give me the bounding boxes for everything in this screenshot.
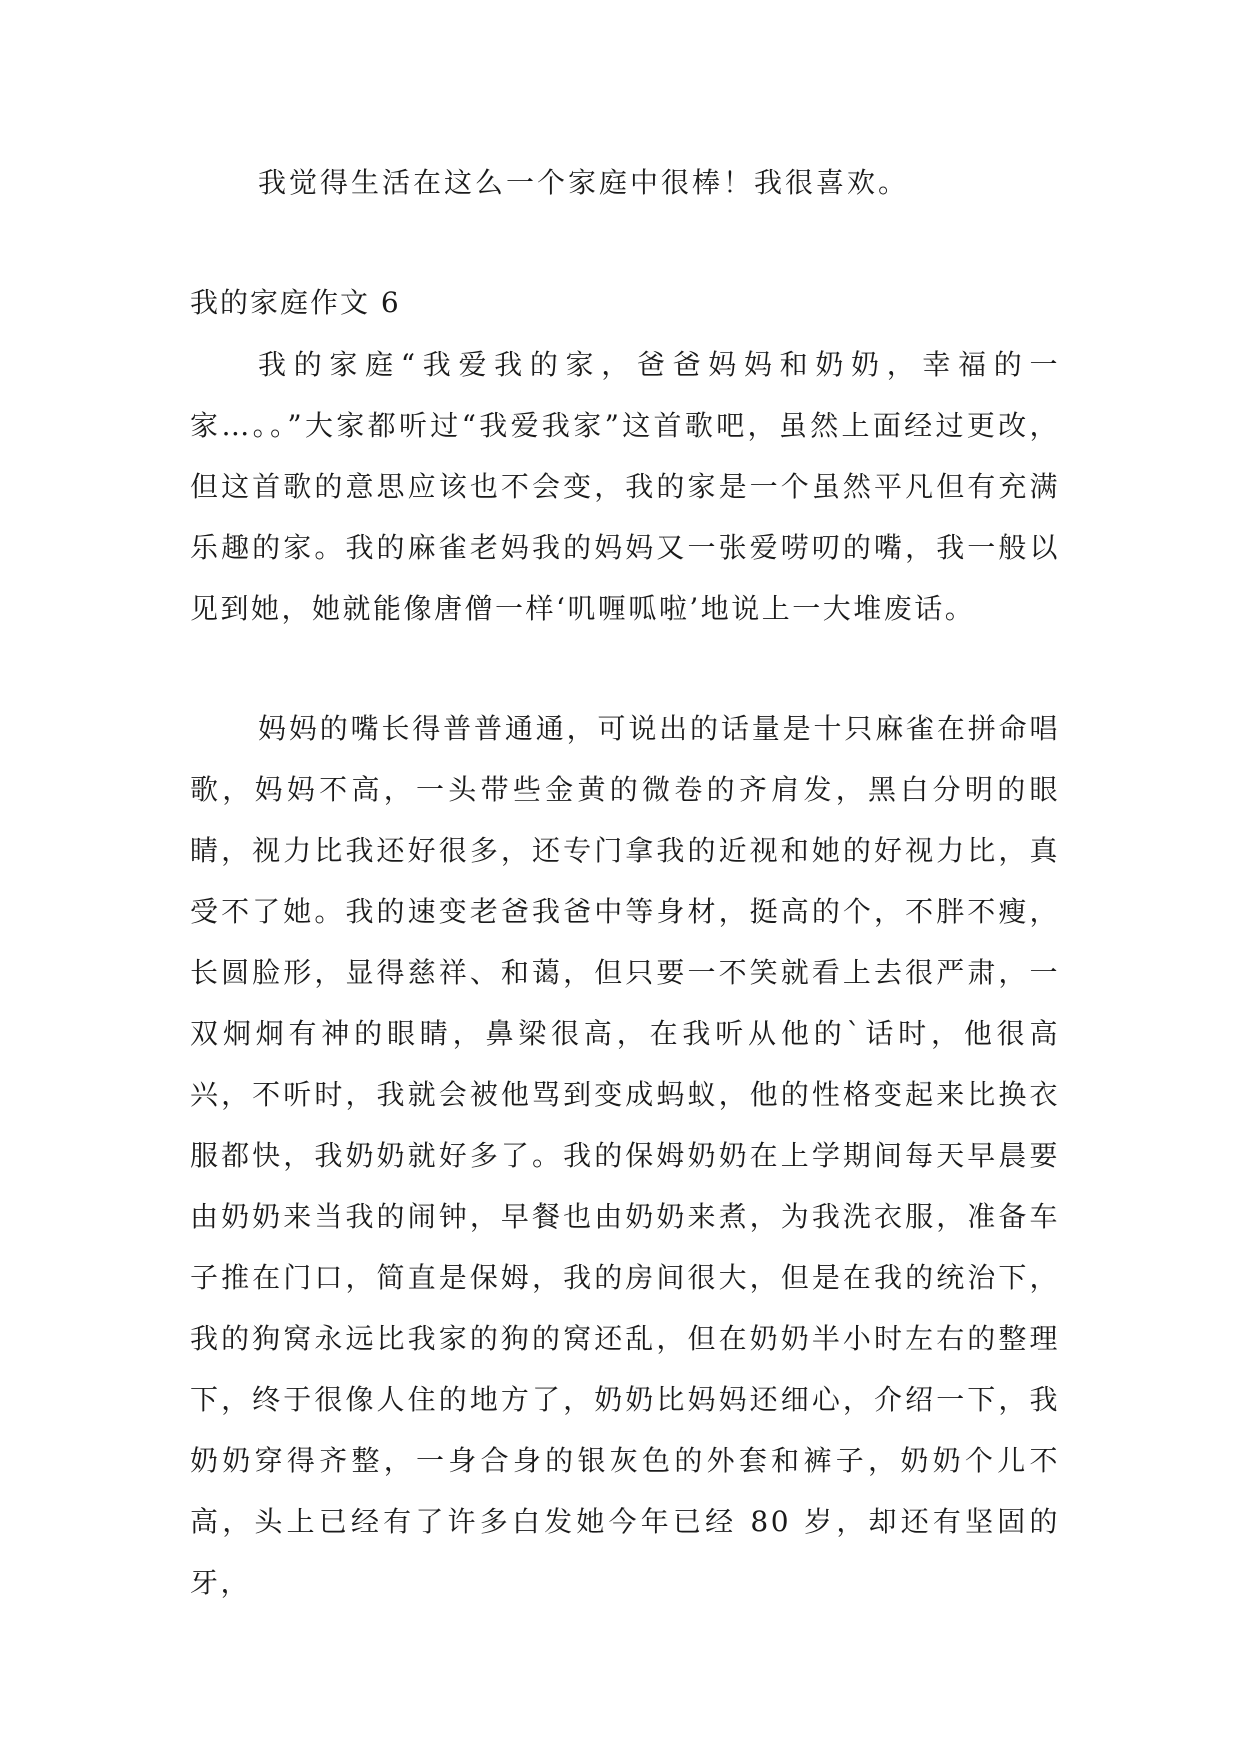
body-paragraph-1: 我的家庭“我爱我的家，爸爸妈妈和奶奶，幸福的一家…。。”大家都听过“我爱我家”这首歌吧，虽然上面经过更改，但这首歌的意思应该也不会变，我的家是一个虽然平凡但有充满乐趣的家。我的麻雀老妈我的妈妈又一张爱唠叨的嘴，我一般以见到她，她就能像唐僧一样‘叽喱呱啦’地说上一大堆废话。 [190, 348, 1060, 625]
intro-paragraph: 我觉得生活在这么一个家庭中很棒！我很喜欢。 [258, 166, 910, 199]
body-paragraph-2: 妈妈的嘴长得普普通通，可说出的话量是十只麻雀在拼命唱歌，妈妈不高，一头带些金黄的微卷的齐肩发，黑白分明的眼睛，视力比我还好很多，还专门拿我的近视和她的好视力比，真受不了她。我的速变老爸我爸中等身材，挺高的个，不胖不瘦，长圆脸形，显得慈祥、和蔼，但只要一不笑就看上去很严肃，一双炯炯有神的眼睛，鼻梁很高，在我听从他的`话时，他很高兴，不听时，我就会被他骂到变成蚂蚁，他的性格变起来比换衣服都快，我奶奶就好多了。我的保姆奶奶在上学期间每天早晨要由奶奶来当我的闹钟，早餐也由奶奶来煮，为我洗衣服，准备车子推在门口，简直是保姆，我的房间很大，但是在我的统治下，我的狗窝永远比我家的狗的窝还乱，但在奶奶半小时左右的整理下，终于很像人住的地方了，奶奶比妈妈还细心，介绍一下，我奶奶穿得齐整，一身合身的银灰色的外套和裤子，奶奶个儿不高，头上已经有了许多白发她今年已经 80 岁，却还有坚固的牙， [190, 712, 1060, 1599]
essay-title: 我的家庭作文 6 [190, 286, 401, 319]
